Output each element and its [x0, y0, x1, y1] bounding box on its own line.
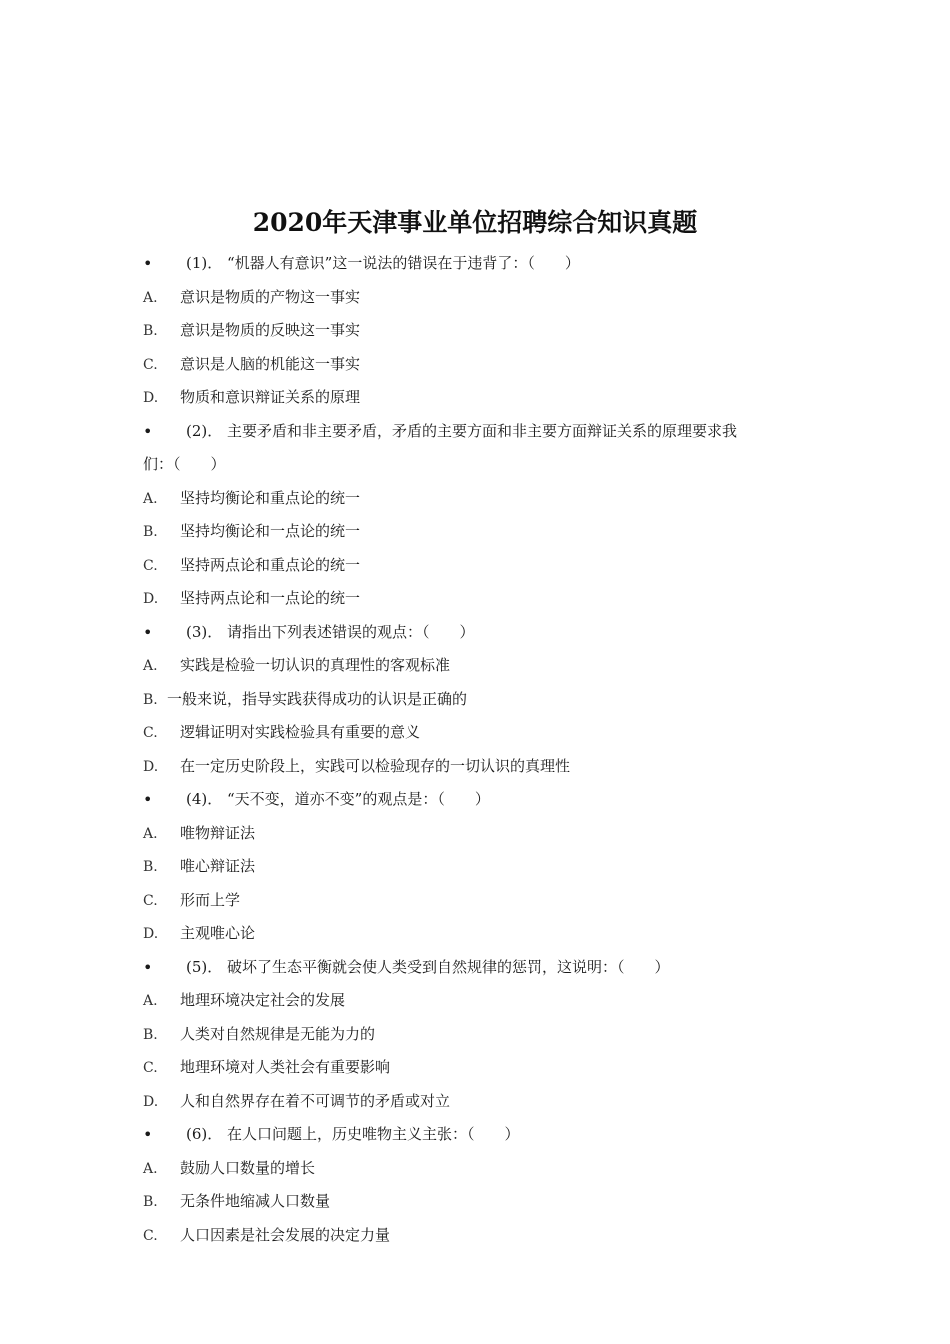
option-text: 人和自然界存在着不可调节的矛盾或对立 — [180, 1091, 451, 1110]
bullet-icon: • — [143, 254, 153, 273]
question-6-option-b — [143, 1185, 823, 1219]
question-4-option-d — [143, 917, 823, 951]
option-letter: B. — [143, 859, 158, 875]
option-letter: C. — [143, 557, 158, 574]
question-5-option-c — [143, 1051, 823, 1085]
option-text: 物质和意识辩证关系的原理 — [180, 388, 361, 406]
option-text: 主观唯心论 — [180, 924, 256, 942]
question-2-option-b — [143, 515, 823, 549]
option-text: 形而上学 — [180, 890, 241, 909]
question-5-option-a — [143, 984, 823, 1018]
option-text: 意识是物质的产物这一事实 — [180, 287, 361, 306]
option-letter: B. — [143, 323, 158, 339]
option-letter: B. — [143, 1026, 158, 1043]
option-text: 鼓励人口数量的增长 — [180, 1158, 316, 1177]
question-2-stem-continued: 们：（ ） — [143, 455, 226, 473]
option-letter: A. — [143, 1160, 158, 1177]
question-4-stem: (4)． “天不变，道亦不变”的观点是：（ ） — [186, 790, 490, 808]
question-1-option-c — [143, 348, 823, 382]
option-text: 人类对自然规律是无能为力的 — [180, 1024, 376, 1043]
option-letter: A. — [143, 658, 158, 674]
option-text: 唯心辩证法 — [180, 857, 256, 875]
question-5-option-d — [143, 1085, 823, 1119]
question-1 — [143, 247, 823, 281]
question-4-option-c — [143, 884, 823, 918]
option-text: 实践是检验一切认识的真理性的客观标准 — [180, 656, 451, 674]
option-text: 逻辑证明对实践检验具有重要的意义 — [180, 723, 421, 741]
option-text: 地理环境对人类社会有重要影响 — [180, 1058, 391, 1076]
option-text: 意识是物质的反映这一事实 — [180, 321, 361, 339]
option-text: 坚持两点论和一点论的统一 — [180, 589, 361, 607]
option-text: 坚持均衡论和重点论的统一 — [180, 488, 361, 507]
question-6-option-c — [143, 1219, 823, 1253]
option-text: 一般来说，指导实践获得成功的认识是正确的 — [167, 689, 468, 708]
option-letter: D. — [143, 390, 159, 406]
option-letter: A. — [143, 289, 158, 306]
option-letter: D. — [143, 1093, 159, 1110]
question-6-option-a — [143, 1152, 823, 1186]
question-1-option-b — [143, 314, 823, 348]
question-1-option-d — [143, 381, 823, 415]
option-letter: C. — [143, 1227, 158, 1244]
option-letter: B. — [143, 691, 158, 708]
option-letter: C. — [143, 1060, 158, 1076]
option-text: 意识是人脑的机能这一事实 — [180, 354, 361, 373]
question-3-stem: (3)． 请指出下列表述错误的观点：（ ） — [186, 622, 475, 641]
question-4-option-b — [143, 850, 823, 884]
question-1-stem: (1)． “机器人有意识”这一说法的错误在于违背了：（ ） — [186, 254, 580, 272]
question-5-stem: (5)． 破坏了生态平衡就会使人类受到自然规律的惩罚，这说明：（ ） — [186, 957, 670, 976]
bullet-icon: • — [143, 421, 153, 441]
question-2-option-c — [143, 549, 823, 583]
question-2-stem: (2)． 主要矛盾和非主要矛盾，矛盾的主要方面和非主要方面辩证关系的原理要求我 — [186, 421, 738, 440]
option-letter: A. — [143, 993, 158, 1009]
option-text: 地理环境决定社会的发展 — [180, 991, 346, 1009]
option-letter: D. — [143, 591, 159, 607]
question-6-stem: (6)． 在人口问题上，历史唯物主义主张：（ ） — [186, 1125, 520, 1143]
option-text: 坚持均衡论和一点论的统一 — [180, 522, 361, 540]
question-4-option-a — [143, 817, 823, 851]
option-letter: D. — [143, 926, 159, 942]
bullet-icon: • — [143, 622, 153, 642]
question-3-option-a — [143, 649, 823, 683]
option-letter: C. — [143, 356, 158, 373]
option-text: 人口因素是社会发展的决定力量 — [180, 1225, 391, 1244]
question-5 — [143, 951, 823, 985]
option-letter: B. — [143, 524, 158, 540]
question-list — [143, 247, 823, 1252]
bullet-icon: • — [143, 790, 153, 809]
option-letter: A. — [143, 825, 158, 842]
question-3-option-b — [143, 683, 823, 717]
option-text: 在一定历史阶段上，实践可以检验现存的一切认识的真理性 — [180, 756, 571, 775]
option-text: 坚持两点论和重点论的统一 — [180, 555, 361, 574]
question-3-option-c — [143, 716, 823, 750]
bullet-icon: • — [143, 957, 153, 977]
option-text: 无条件地缩减人口数量 — [180, 1192, 331, 1210]
question-4 — [143, 783, 823, 817]
option-letter: B. — [143, 1194, 158, 1210]
document-title: 2020年天津事业单位招聘综合知识真题 — [252, 208, 698, 237]
option-letter: C. — [143, 725, 158, 741]
option-letter: A. — [143, 490, 158, 507]
question-3-option-d — [143, 750, 823, 784]
question-1-option-a — [143, 281, 823, 315]
question-5-option-b — [143, 1018, 823, 1052]
question-2 — [143, 415, 823, 449]
bullet-icon: • — [143, 1125, 153, 1144]
question-3 — [143, 616, 823, 650]
option-text: 唯物辩证法 — [180, 823, 256, 842]
option-letter: D. — [143, 758, 159, 775]
option-letter: C. — [143, 892, 158, 909]
question-2-option-d — [143, 582, 823, 616]
question-2-option-a — [143, 482, 823, 516]
question-6 — [143, 1118, 823, 1152]
